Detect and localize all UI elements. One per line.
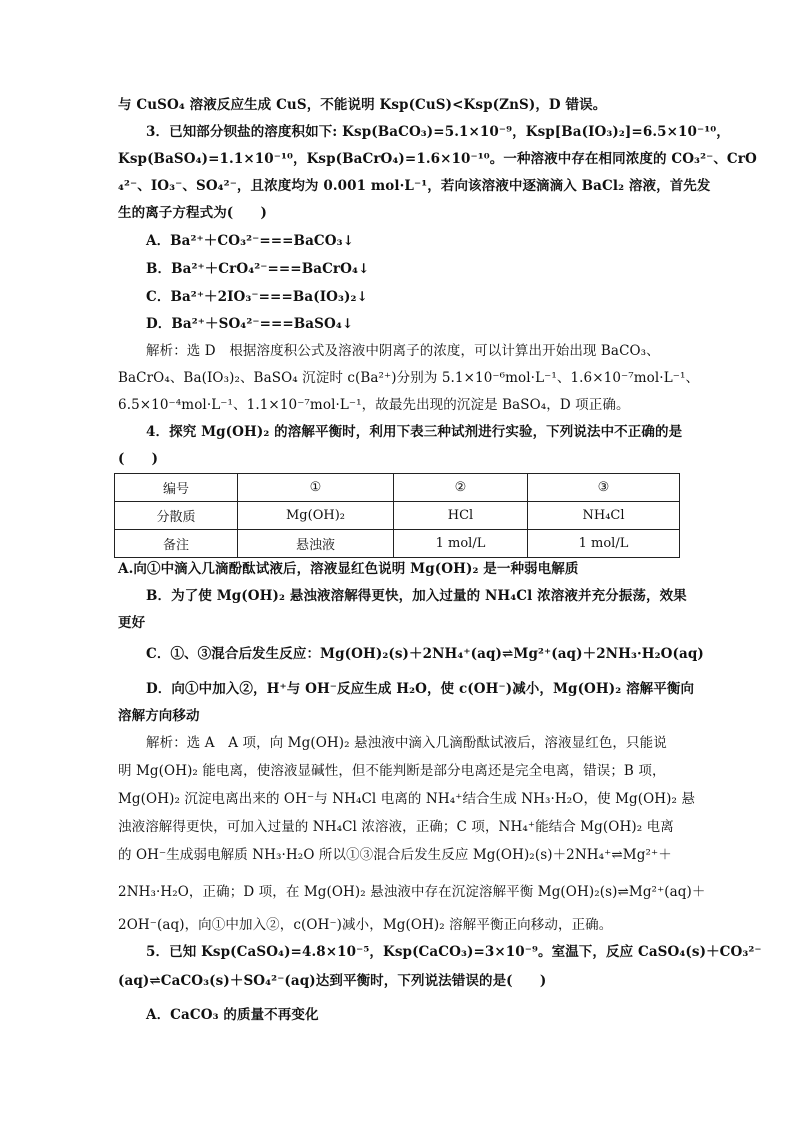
option-d: D．Ba²⁺＋SO₄²⁻===BaSO₄↓ [146,316,354,332]
text-line: 6.5×10⁻⁴mol·L⁻¹、1.1×10⁻⁷mol·L⁻¹，故最先出现的沉淀是 BaSO₄，D 项正确。 [118,397,630,413]
text-line: 明 Mg(OH)₂ 能电离，使溶液显碱性，但不能判断是部分电离还是完全电离，错误；B 项， [118,763,666,779]
table-row [115,502,680,530]
question-5-stem: 5．已知 Ksp(CaSO₄)=4.8×10⁻⁵，Ksp(CaCO₃)=3×10⁻⁹。室温下，反应 CaSO₄(s)＋CO₃²⁻ [146,944,762,960]
text-line: ₄²⁻、IO₃⁻、SO₄²⁻，且浓度均为 0.001 mol·L⁻¹，若向该溶液中逐滴滴入 BaCl₂ 溶液，首先发 [118,178,711,194]
text-line: (aq)⇌CaCO₃(s)＋SO₄²⁻(aq)达到平衡时，下列说法错误的是( ) [118,973,547,989]
table-cell: HCl [394,502,528,530]
option-c: C．Ba²⁺＋2IO₃⁻===Ba(IO₃)₂↓ [146,289,368,305]
table-cell: ③ [528,474,680,502]
table-cell: 1 mol/L [528,530,680,558]
table-cell: 编号 [115,474,238,502]
option-a: A．CaCO₃ 的质量不再变化 [146,1007,319,1023]
option-a: A.向①中滴入几滴酚酞试液后，溶液显红色说明 Mg(OH)₂ 是一种弱电解质 [118,561,579,577]
table-cell: 分散质 [115,502,238,530]
text-line: 2NH₃·H₂O，正确；D 项，在 Mg(OH)₂ 悬浊液中存在沉淀溶解平衡 Mg(OH)₂(s)⇌Mg²⁺(aq)＋ [118,884,706,900]
table-cell: NH₄Cl [528,502,680,530]
option-c: C．①、③混合后发生反应：Mg(OH)₂(s)＋2NH₄⁺(aq)⇌Mg²⁺(aq)＋2NH₃·H₂O(aq) [146,646,704,662]
text-line: 与 CuSO₄ 溶液反应生成 CuS，不能说明 Ksp(CuS)<Ksp(ZnS)，D 错误。 [118,97,607,113]
analysis-4: 解析：选 A A 项，向 Mg(OH)₂ 悬浊液中滴入几滴酚酞试液后，溶液显红色，只能说 [146,735,667,751]
question-3-stem: 3．已知部分钡盐的溶度积如下: Ksp(BaCO₃)=5.1×10⁻⁹，Ksp[Ba(IO₃)₂]=6.5×10⁻¹⁰， [146,124,730,140]
reagent-table [114,473,680,558]
table-row [115,530,680,558]
table-row [115,474,680,502]
analysis-3: 解析：选 D 根据溶度积公式及溶液中阴离子的浓度，可以计算出开始出现 BaCO₃、 [146,343,660,359]
option-a: A．Ba²⁺＋CO₃²⁻===BaCO₃↓ [146,233,355,249]
table-cell: Mg(OH)₂ [238,502,394,530]
option-b: B．Ba²⁺＋CrO₄²⁻===BaCrO₄↓ [146,261,370,277]
text-line: 浊液溶解得更快，可加入过量的 NH₄Cl 浓溶液，正确；C 项，NH₄⁺能结合 Mg(OH)₂ 电离 [118,819,674,835]
text-line: 更好 [118,615,146,631]
text-line: 的 OH⁻生成弱电解质 NH₃·H₂O 所以①③混合后发生反应 Mg(OH)₂(s)＋2NH₄⁺⇌Mg²⁺＋ [118,847,672,863]
question-4-stem: 4．探究 Mg(OH)₂ 的溶解平衡时，利用下表三种试剂进行实验，下列说法中不正确的是 [146,424,683,440]
table-cell: 备注 [115,530,238,558]
text-line: 生的离子方程式为( ) [118,205,267,221]
table-cell: 悬浊液 [238,530,394,558]
table-cell: 1 mol/L [394,530,528,558]
text-line: BaCrO₄、Ba(IO₃)₂、BaSO₄ 沉淀时 c(Ba²⁺)分别为 5.1×10⁻⁶mol·L⁻¹、1.6×10⁻⁷mol·L⁻¹、 [118,370,700,386]
text-line: ( ) [118,451,159,467]
text-line: 2OH⁻(aq)，向①中加入②，c(OH⁻)减小，Mg(OH)₂ 溶解平衡正向移动，正确。 [118,917,613,933]
option-d: D．向①中加入②，H⁺与 OH⁻反应生成 H₂O，使 c(OH⁻)减小，Mg(OH)₂ 溶解平衡向 [146,681,695,697]
text-line: 溶解方向移动 [118,708,200,724]
option-b: B．为了使 Mg(OH)₂ 悬浊液溶解得更快，加入过量的 NH₄Cl 浓溶液并充分振荡，效果 [146,588,687,604]
text-line: Mg(OH)₂ 沉淀电离出来的 OH⁻与 NH₄Cl 电离的 NH₄⁺结合生成 NH₃·H₂O，使 Mg(OH)₂ 悬 [118,791,696,807]
table-cell: ② [394,474,528,502]
text-line: Ksp(BaSO₄)=1.1×10⁻¹⁰，Ksp(BaCrO₄)=1.6×10⁻¹⁰。一种溶液中存在相同浓度的 CO₃²⁻、CrO [118,151,757,167]
table-cell: ① [238,474,394,502]
